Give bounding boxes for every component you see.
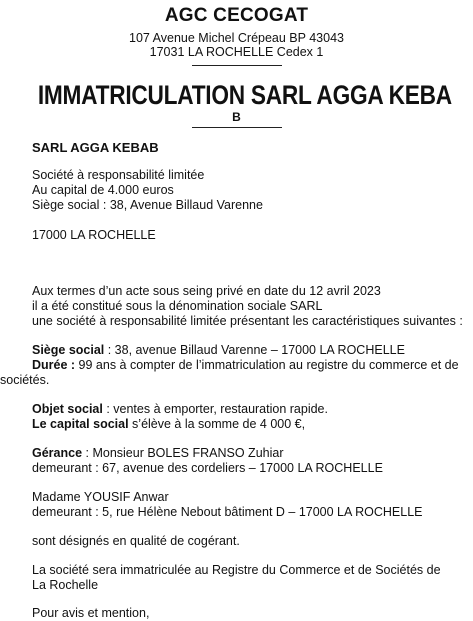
siege-social-line [32, 343, 405, 358]
notice-title: IMMATRICULATION SARL AGGA KEBA [37, 80, 452, 110]
gerance-value: : Monsieur BOLES FRANSO Zuhiar [82, 446, 284, 460]
objet-social-value: : ventes à emporter, restauration rapide. [102, 402, 328, 416]
siege-social-label: Siège social [32, 343, 105, 357]
gerance-line [32, 446, 283, 461]
capital-social-line [32, 417, 305, 432]
agency-name: AGC CECOGAT [164, 5, 309, 26]
company-name: SARL AGGA KEBAB [32, 140, 159, 155]
title-divider [192, 127, 282, 128]
duree-label: Durée : [32, 358, 76, 372]
duree-line-2: sociétés. [0, 373, 50, 387]
act-line-1: Aux termes d’un acte sous seing privé en date du 12 avril 2023 [32, 284, 381, 298]
objet-social-label: Objet social [32, 402, 103, 416]
registry-line-2: La Rochelle [32, 578, 99, 592]
gerant2-name: Madame YOUSIF Anwar [32, 490, 169, 504]
closing-line: Pour avis et mention, [32, 606, 150, 620]
act-line-2: il a été constitué sous la dénomination sociale SARL [32, 299, 323, 313]
company-city: 17000 LA ROCHELLE [32, 228, 156, 242]
notice-title-suffix: B [232, 110, 241, 124]
gerance-label: Gérance [32, 446, 83, 460]
company-head-office: Siège social : 38, Avenue Billaud Varenne [32, 198, 263, 212]
duree-line [32, 358, 459, 373]
act-line-3: une société à responsabilité limitée présentant les caractéristiques suivantes : [32, 314, 463, 328]
header-divider [192, 65, 282, 66]
agency-address-line2: 17031 LA ROCHELLE Cedex 1 [149, 45, 324, 59]
company-capital: Au capital de 4.000 euros [32, 183, 174, 197]
gerant2-address: demeurant : 5, rue Hélène Nebout bâtiment D – 17000 LA ROCHELLE [32, 505, 423, 519]
objet-social-line [32, 402, 328, 417]
company-type: Société à responsabilité limitée [32, 168, 205, 182]
cogerant-line: sont désignés en qualité de cogérant. [32, 534, 240, 548]
registry-line-1: La société sera immatriculée au Registre du Commerce et de Sociétés de [32, 563, 441, 577]
duree-value: 99 ans à compter de l’immatriculation au registre du commerce et de [75, 358, 459, 372]
capital-social-label: Le capital social [32, 417, 129, 431]
capital-social-value: s’élève à la somme de 4 000 €, [128, 417, 306, 431]
agency-address-line1: 107 Avenue Michel Crépeau BP 43043 [129, 31, 344, 45]
siege-social-value: : 38, avenue Billaud Varenne – 17000 LA ROCHELLE [104, 343, 405, 357]
gerant1-address: demeurant : 67, avenue des cordeliers – 17000 LA ROCHELLE [32, 461, 383, 475]
